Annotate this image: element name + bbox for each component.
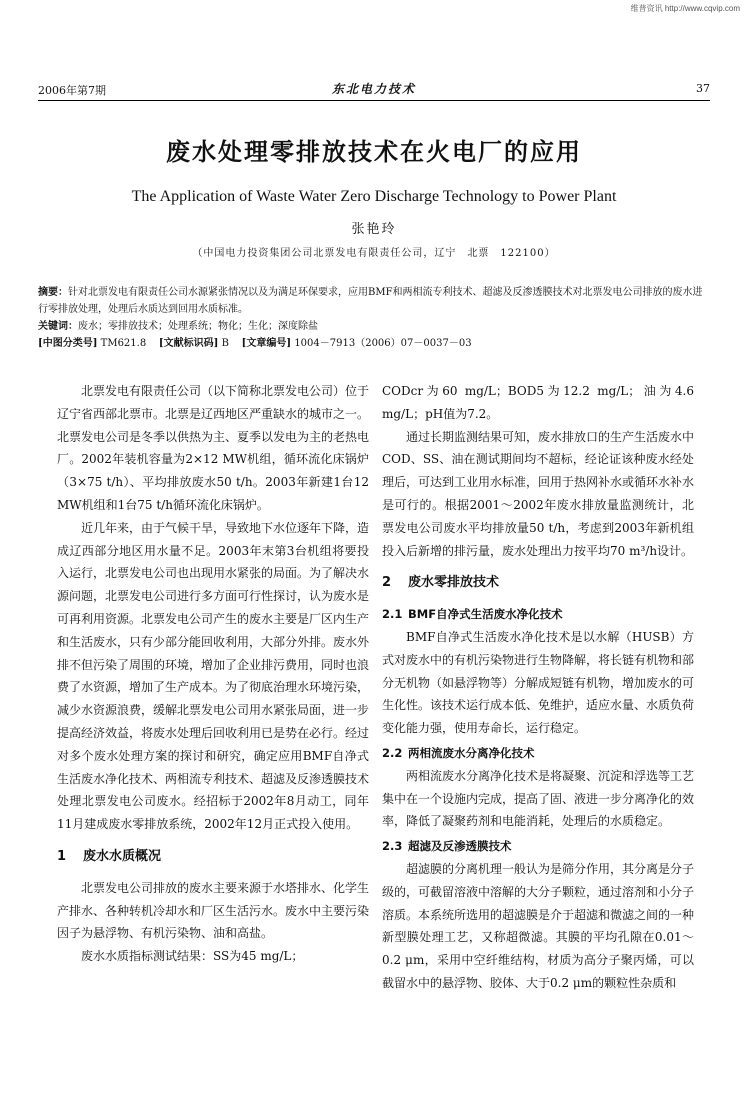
subsection-2-2-heading <box>382 742 694 765</box>
section-1-paragraph-1: 北票发电公司排放的废水主要来源于水塔排水、化学生产排水、各种转机冷却水和厂区生活污水。废水中主要污染因子为悬浮物、有机污染物、油和高盐。 <box>57 880 370 941</box>
continued-paragraph: CODcr为60 mg/L；BOD5为12.2 mg/L；油为4.6 mg/L；pH值为7.2。 <box>382 384 694 421</box>
doc-code-label: [文献标识码] <box>158 338 219 349</box>
subsection-2-3-title: 超滤及反渗透膜技术 <box>408 839 512 854</box>
subsection-2-1-title: BMF自净式生活废水净化技术 <box>408 607 563 622</box>
section-2-heading <box>382 572 694 595</box>
abstract-block <box>38 284 710 352</box>
section-2-title: 废水零排放技术 <box>408 575 500 591</box>
section-2-number: 2 <box>382 575 392 591</box>
page-number: 37 <box>696 82 710 95</box>
intro-paragraph-2: 近几年来，由于气候干旱，导致地下水位逐年下降，造成辽西部分地区用水量不足。2003年末第3台机组将要投入运行，北票发电公司也出现用水紧张的局面。为了解决水源问题，北票发电公司进行多方面可行性探讨，认为废水是可再利用资源。北票发电公司产生的废水主要是厂区内生产和生活废水，只有少部分能回收利用，大部分外排。废水外排不但污染了周围的环境，增加了企业排污费用，同时也浪费了水资源，增加了生产成本。为了彻底治理水环境污染，减少水资源浪费，缓解北票发电公司用水紧张局面，进一步提高经济效益，将废水处理后回收利用已是势在必行。经过对多个废水处理方案的探讨和研究，确定应用BMF自净式生活废水净化技术、两相流专利技术、超滤及反渗透膜技术处理北票发电公司废水。经招标于2002年8月动工，同年11月建成废水零排放系统，2002年12月正式投入使用。 <box>57 520 370 832</box>
clc-value: TM621.8 <box>100 338 147 349</box>
section-1-number: 1 <box>57 848 67 864</box>
abstract-text: 针对北票发电有限责任公司水源紧张情况以及为满足环保要求，应用BMF和两相流专利技术、超滤及反渗透膜技术对北票发电公司排放的废水进行零排放处理，处理后水质达到回用水质标准。 <box>38 287 703 315</box>
intro-paragraph-1: 北票发电有限责任公司（以下简称北票发电公司）位于辽宁省西部北票市。北票是辽西地区严重缺水的城市之一。北票发电公司是冬季以供热为主、夏季以发电为主的老热电厂。2002年装机容量为2×12 MW机组，循环流化床锅炉（3×75 t/h）、平均排放废水50 t/h。2003年新建1台12 MW机组和1台75 t/h循环流化床锅炉。 <box>57 384 370 512</box>
keywords <box>38 318 710 335</box>
article-number-value: 1004－7913（2006）07－0037－03 <box>294 338 472 349</box>
clc-label: [中图分类号] <box>38 338 98 349</box>
subsection-2-3-number: 2.3 <box>382 839 403 854</box>
abstract <box>38 284 710 318</box>
monitoring-paragraph: 通过长期监测结果可知，废水排放口的生产生活废水中COD、SS、油在测试期间均不超标，经论证该种废水经处理后，可达到工业用水标准，回用于热网补水或循环水补水是可行的。根据2001～2002年废水排放量监测统计，北票发电公司废水平均排放量50 t/h，考虑到2003年新机组投入后新增的排污量，废水处理出力按平均70 m³/h设计。 <box>382 429 695 558</box>
section-1-paragraph-2: 废水水质指标测试结果：SS为45 mg/L； <box>81 949 304 964</box>
keywords-text: 废水；零排放技术；处理系统；物化；生化；深度除盐 <box>78 321 318 332</box>
author-name: 张艳玲 <box>351 222 397 237</box>
article-title-english: The Application of Waste Water Zero Discharge Technology to Power Plant <box>131 188 617 205</box>
running-header <box>38 80 710 101</box>
journal-name: 东北电力技术 <box>331 82 416 96</box>
section-1-heading <box>57 846 369 869</box>
doc-code-value: B <box>221 338 229 349</box>
article-number-label: [文章编号] <box>241 338 292 349</box>
abstract-label: 摘要： <box>38 287 68 298</box>
article-title: 废水处理零排放技术在火电厂的应用 <box>166 137 582 166</box>
subsection-2-1-number: 2.1 <box>382 607 403 622</box>
right-column <box>382 380 694 995</box>
subsection-2-2-number: 2.2 <box>382 745 403 760</box>
subsection-2-2-title: 两相流废水分离净化技术 <box>408 745 535 760</box>
classification-line <box>38 335 710 352</box>
author-affiliation: （中国电力投资集团公司北票发电有限责任公司，辽宁 北票 122100） <box>192 248 556 259</box>
subsection-2-3-heading <box>382 835 694 858</box>
subsection-2-1-heading <box>382 603 694 626</box>
left-column <box>57 380 369 968</box>
subsection-2-2-paragraph: 两相流废水分离净化技术是将凝聚、沉淀和浮选等工艺集中在一个设施内完成，提高了固、液进一步分离净化的效率，降低了凝聚药剂和电能消耗，处理后的水质稳定。 <box>382 768 695 829</box>
section-1-title: 废水水质概况 <box>83 848 162 864</box>
subsection-2-1-paragraph: BMF自净式生活废水净化技术是以水解（HUSB）方式对废水中的有机污染物进行生物降解，将长链有机物和部分无机物（如悬浮物等）分解成短链有机物，增加废水的可生化性。该技术运行成本低、免维护，适应水量、水质负荷变化能力强，使用寿命长，运行稳定。 <box>382 629 695 736</box>
subsection-2-3-paragraph: 超滤膜的分离机理一般认为是筛分作用，其分离是分子级的，可截留溶液中溶解的大分子颗粒，通过溶剂和小分子溶质。本系统所选用的超滤膜是介于超滤和微滤之间的一种新型膜处理工艺，又称超微滤。其膜的平均孔隙在0.01～0.2 μm，采用中空纤维结构，材质为高分子聚丙烯，可以截留水中的悬浮物、胶体、大于0.2 μm的颗粒性杂质和 <box>382 861 695 990</box>
issue-label: 2006年第7期 <box>38 84 106 97</box>
keywords-label: 关键词： <box>38 321 78 332</box>
watermark-text: 维普资讯 http://www.cqvip.com <box>630 4 740 13</box>
